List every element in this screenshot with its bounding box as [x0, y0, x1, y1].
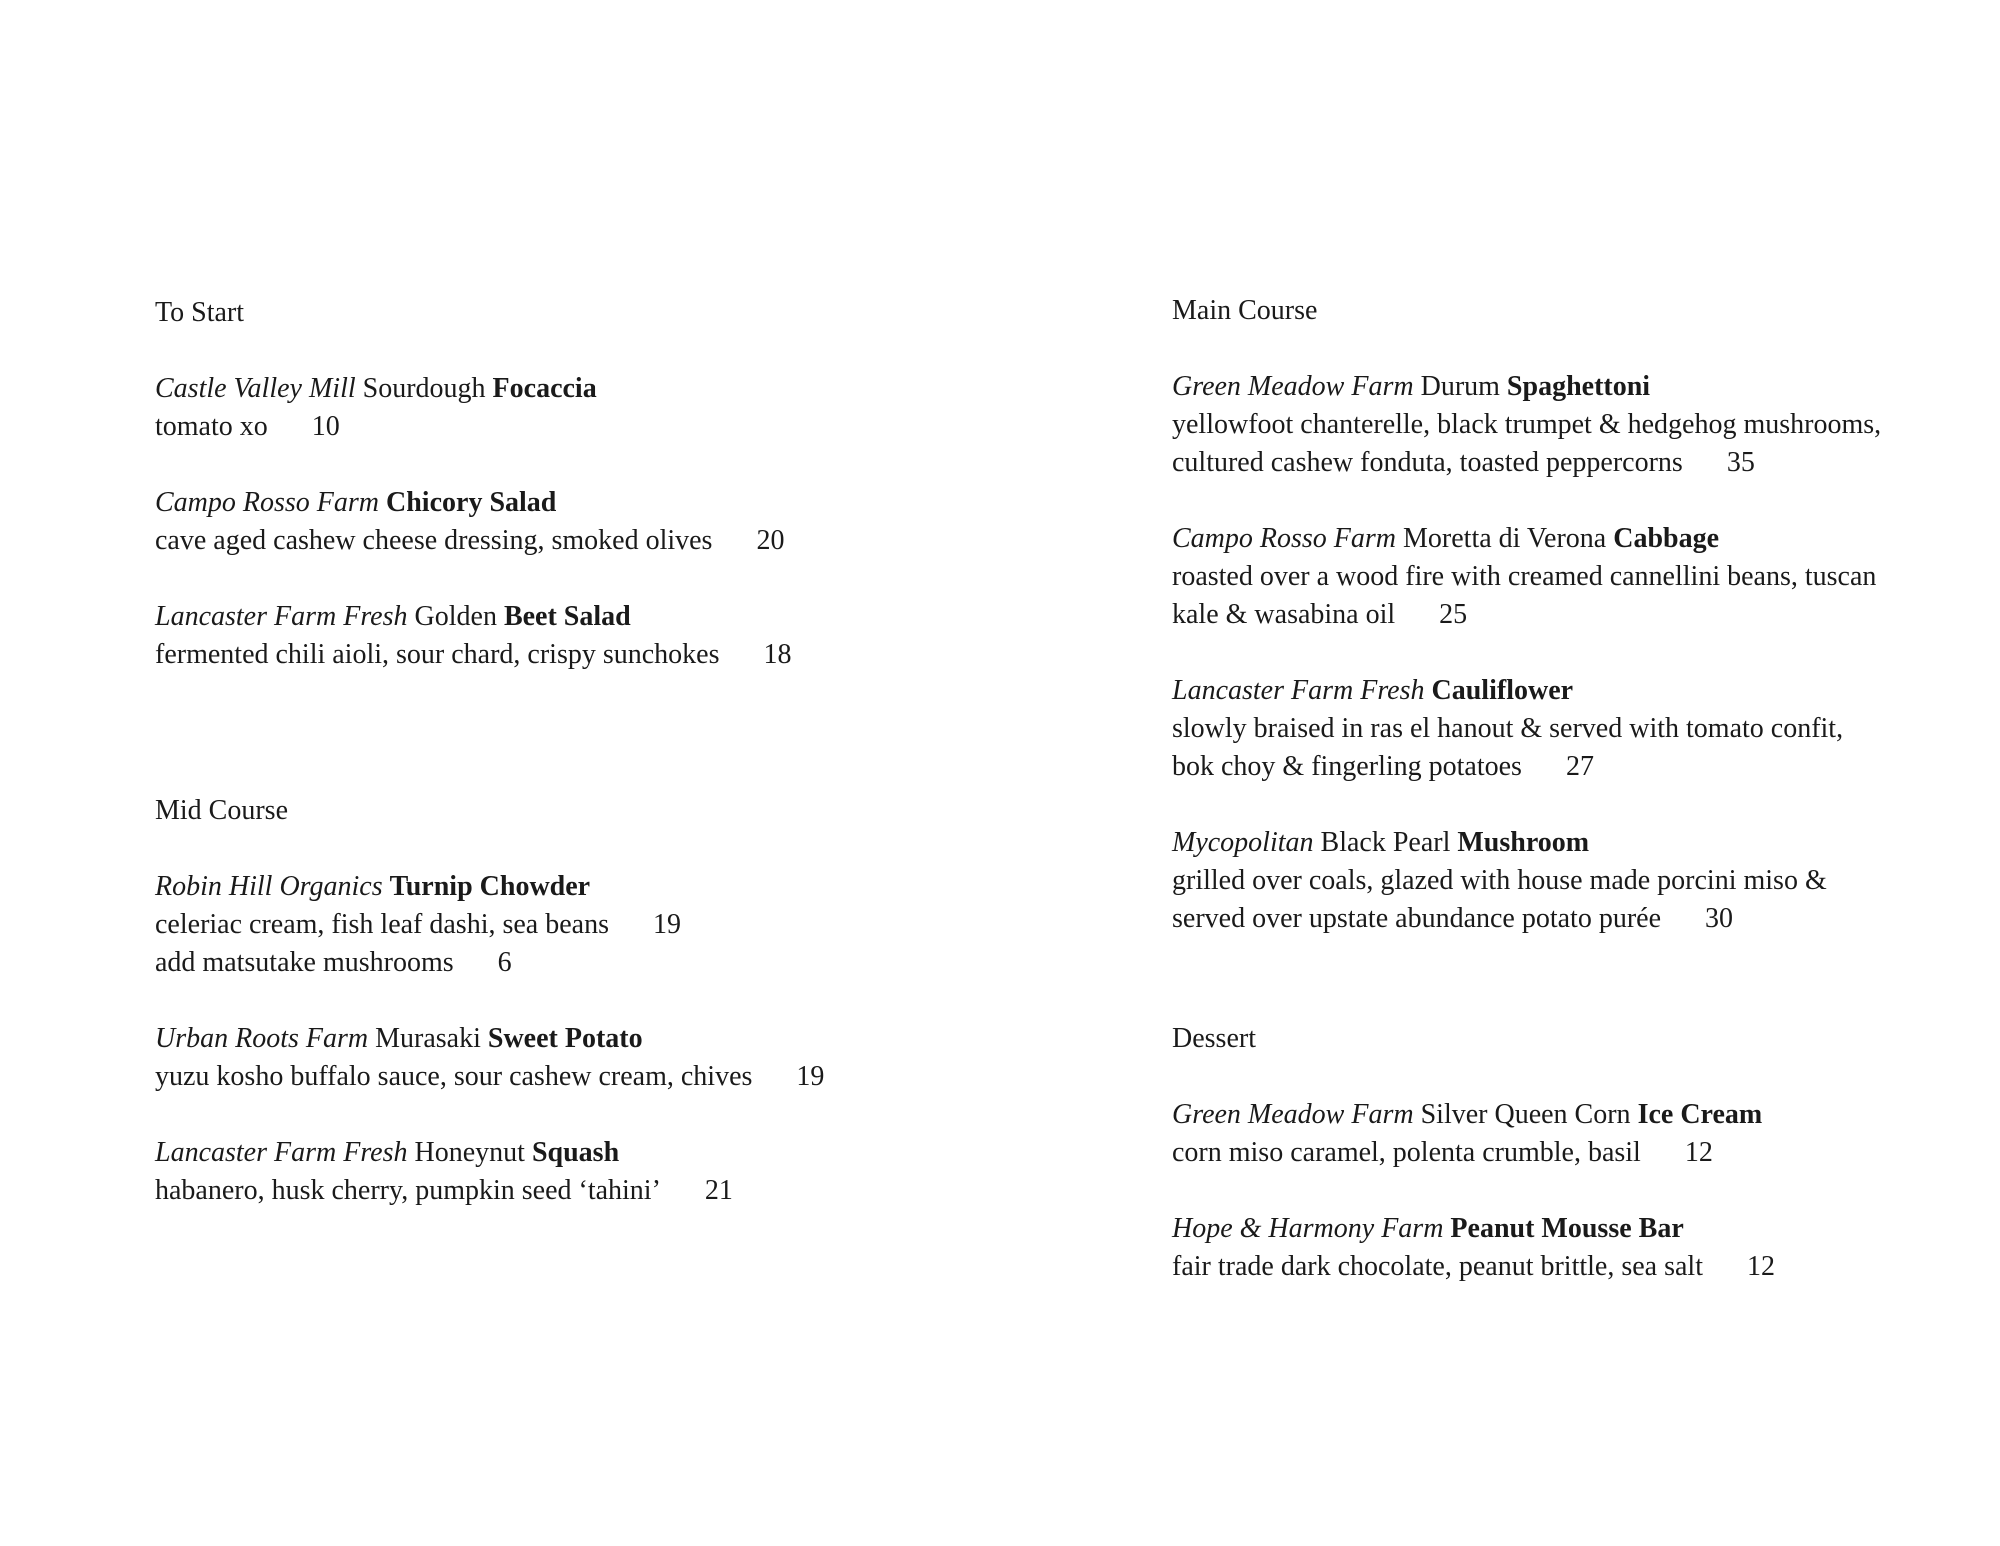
farm-name: Lancaster Farm Fresh	[1172, 675, 1425, 706]
item-description: habanero, husk cherry, pumpkin seed ‘tahini’	[155, 1175, 661, 1206]
variety-name: Durum	[1420, 371, 1500, 402]
item-description-line	[1172, 406, 1972, 444]
menu-item	[1172, 1210, 1972, 1286]
item-description: bok choy & fingerling potatoes	[1172, 751, 1522, 782]
item-description-line	[155, 636, 1055, 674]
item-description: cave aged cashew cheese dressing, smoked olives	[155, 525, 713, 556]
dish-name: Turnip Chowder	[389, 871, 591, 902]
menu-item-title	[1172, 520, 1972, 558]
menu-item-title	[155, 484, 1055, 522]
item-description: served over upstate abundance potato purée	[1172, 903, 1662, 934]
menu-item-title	[155, 1134, 1055, 1172]
farm-name: Campo Rosso Farm	[1172, 523, 1397, 554]
item-description-line	[1172, 558, 1972, 596]
farm-name: Campo Rosso Farm	[155, 487, 380, 518]
section-mid-course	[155, 792, 1055, 1210]
item-description: cultured cashew fonduta, toasted peppercorns	[1172, 447, 1683, 478]
section-title: To Start	[155, 297, 245, 328]
variety-name: Sourdough	[362, 373, 486, 404]
farm-name: Urban Roots Farm	[155, 1023, 369, 1054]
farm-name: Castle Valley Mill	[155, 373, 356, 404]
item-description: slowly braised in ras el hanout & served with tomato confit,	[1172, 713, 1844, 744]
farm-name: Mycopolitan	[1172, 827, 1314, 858]
menu-item-title	[155, 868, 1055, 906]
section-dessert	[1172, 1020, 1972, 1286]
menu-item-title	[1172, 1096, 1972, 1134]
dish-name: Mushroom	[1457, 827, 1590, 858]
item-description-line	[1172, 444, 1972, 482]
item-description-line	[155, 408, 1055, 446]
menu-item	[1172, 672, 1972, 786]
dish-name: Chicory Salad	[386, 487, 557, 518]
item-price: 6	[497, 947, 512, 978]
farm-name: Hope & Harmony Farm	[1172, 1213, 1444, 1244]
dish-name: Sweet Potato	[487, 1023, 643, 1054]
menu-item-title	[155, 598, 1055, 636]
item-description-line	[155, 944, 1055, 982]
item-description: celeriac cream, fish leaf dashi, sea beans	[155, 909, 609, 940]
section-main-course	[1172, 292, 1972, 938]
section-title: Main Course	[1172, 295, 1318, 326]
menu-item	[155, 1020, 1055, 1096]
menu-item-title	[1172, 1210, 1972, 1248]
item-description: grilled over coals, glazed with house made porcini miso &	[1172, 865, 1827, 896]
menu-item	[155, 484, 1055, 560]
menu-items	[1172, 368, 1972, 938]
menu-item-title	[155, 1020, 1055, 1058]
farm-name: Lancaster Farm Fresh	[155, 1137, 408, 1168]
item-description: corn miso caramel, polenta crumble, basil	[1172, 1137, 1641, 1168]
menu-items	[155, 370, 1055, 674]
menu-item	[155, 598, 1055, 674]
item-price: 35	[1726, 447, 1755, 478]
item-price: 12	[1746, 1251, 1775, 1282]
menu-item	[155, 868, 1055, 982]
dish-name: Peanut Mousse Bar	[1450, 1213, 1684, 1244]
variety-name: Silver Queen Corn	[1420, 1099, 1631, 1130]
menu-items	[1172, 1096, 1972, 1286]
menu-item-title	[1172, 672, 1972, 710]
item-description-line	[155, 522, 1055, 560]
farm-name: Robin Hill Organics	[155, 871, 383, 902]
item-price: 18	[763, 639, 792, 670]
section-title: Mid Course	[155, 795, 288, 826]
menu-item-title	[155, 370, 1055, 408]
menu-item	[155, 370, 1055, 446]
item-price: 25	[1439, 599, 1468, 630]
menu-item	[1172, 824, 1972, 938]
menu-item	[155, 1134, 1055, 1210]
item-description-line	[1172, 1134, 1972, 1172]
item-description: yuzu kosho buffalo sauce, sour cashew cream, chives	[155, 1061, 753, 1092]
farm-name: Green Meadow Farm	[1172, 1099, 1414, 1130]
item-description-line	[1172, 596, 1972, 634]
menu-item-title	[1172, 368, 1972, 406]
dish-name: Ice Cream	[1637, 1099, 1763, 1130]
farm-name: Lancaster Farm Fresh	[155, 601, 408, 632]
farm-name: Green Meadow Farm	[1172, 371, 1414, 402]
item-description-line	[1172, 1248, 1972, 1286]
variety-name: Black Pearl	[1320, 827, 1451, 858]
item-description-line	[155, 1172, 1055, 1210]
variety-name: Murasaki	[375, 1023, 481, 1054]
item-description: add matsutake mushrooms	[155, 947, 454, 978]
variety-name: Honeynut	[414, 1137, 525, 1168]
item-description-line	[155, 906, 1055, 944]
item-price: 21	[704, 1175, 733, 1206]
dish-name: Spaghettoni	[1506, 371, 1651, 402]
item-description: yellowfoot chanterelle, black trumpet & hedgehog mushrooms,	[1172, 409, 1882, 440]
item-description-line	[155, 1058, 1055, 1096]
menu-item	[1172, 368, 1972, 482]
item-description-line	[1172, 900, 1972, 938]
item-description: roasted over a wood fire with creamed cannellini beans, tuscan	[1172, 561, 1877, 592]
dish-name: Beet Salad	[503, 601, 631, 632]
section-to-start	[155, 294, 1055, 674]
variety-name: Golden	[414, 601, 497, 632]
item-description-line	[1172, 862, 1972, 900]
menu-item	[1172, 520, 1972, 634]
item-description-line	[1172, 710, 1972, 748]
dish-name: Cauliflower	[1431, 675, 1574, 706]
item-description: kale & wasabina oil	[1172, 599, 1396, 630]
item-description: tomato xo	[155, 411, 268, 442]
dish-name: Focaccia	[492, 373, 597, 404]
item-price: 19	[796, 1061, 825, 1092]
dish-name: Squash	[531, 1137, 620, 1168]
item-price: 30	[1705, 903, 1734, 934]
item-price: 20	[756, 525, 785, 556]
item-price: 10	[311, 411, 340, 442]
item-description: fair trade dark chocolate, peanut brittle, sea salt	[1172, 1251, 1703, 1282]
item-price: 12	[1684, 1137, 1713, 1168]
section-title: Dessert	[1172, 1023, 1256, 1054]
item-description: fermented chili aioli, sour chard, crispy sunchokes	[155, 639, 720, 670]
item-price: 19	[652, 909, 681, 940]
variety-name: Moretta di Verona	[1403, 523, 1607, 554]
dish-name: Cabbage	[1613, 523, 1720, 554]
item-description-line	[1172, 748, 1972, 786]
menu-item	[1172, 1096, 1972, 1172]
menu-item-title	[1172, 824, 1972, 862]
item-price: 27	[1565, 751, 1594, 782]
menu-items	[155, 868, 1055, 1210]
